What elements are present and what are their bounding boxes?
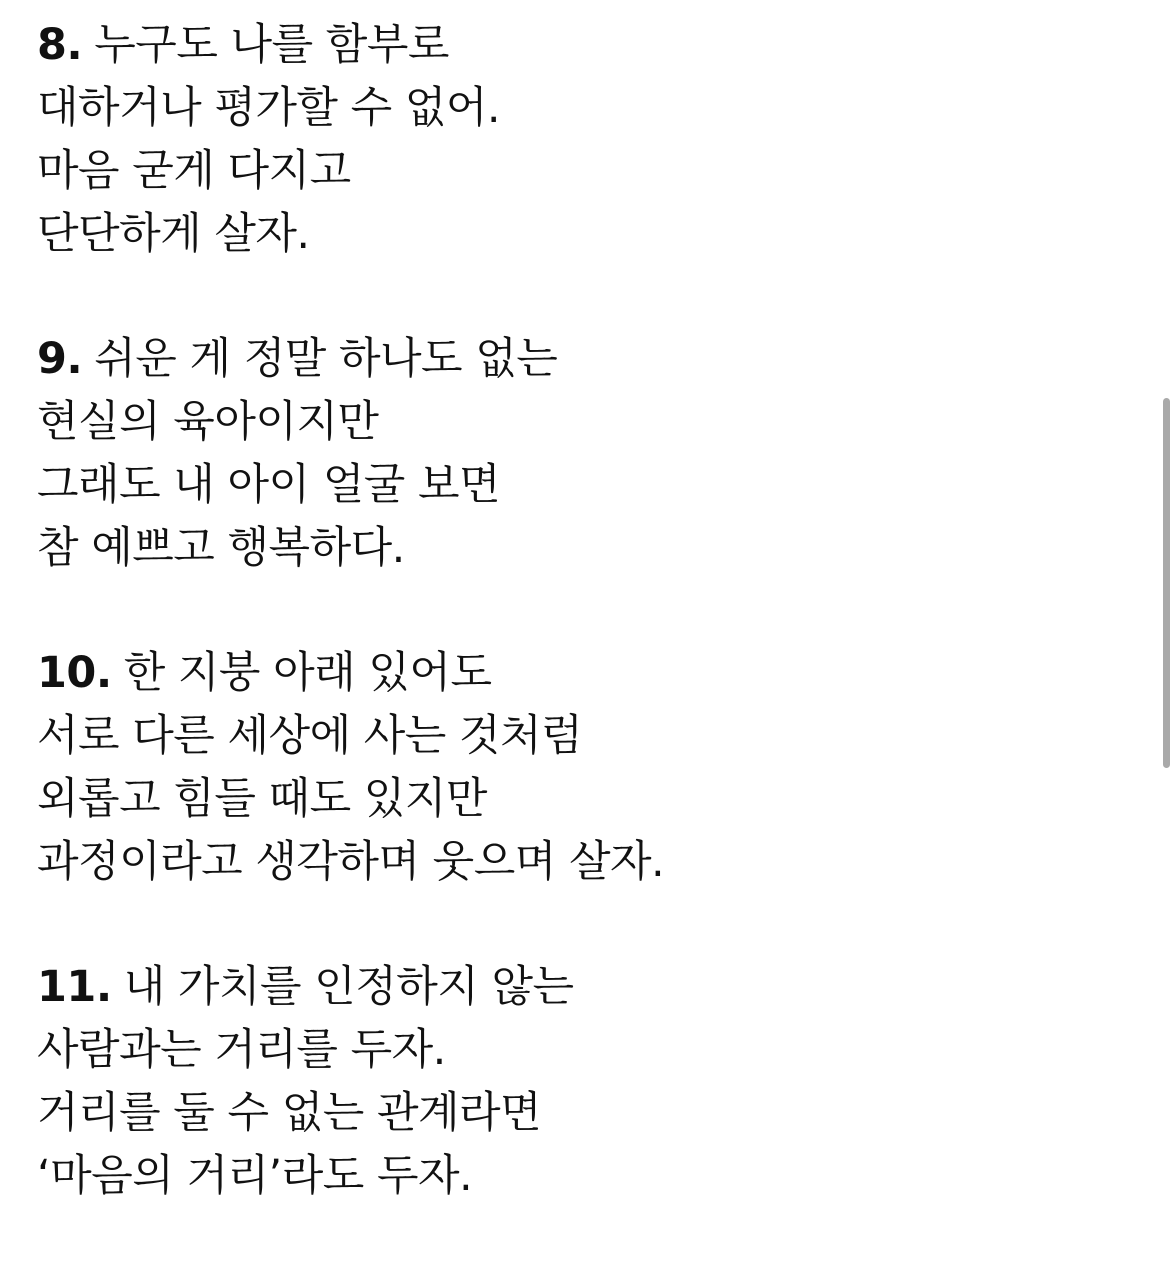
section-9	[37, 328, 1127, 580]
vertical-scrollbar[interactable]	[1163, 398, 1170, 768]
section-number: 11.	[37, 962, 112, 1012]
section-line: 단단하게 살자.	[37, 209, 310, 259]
section-line	[37, 642, 1127, 705]
section-number: 9.	[37, 334, 83, 384]
section-line: 대하거나 평가할 수 없어.	[37, 83, 501, 133]
section-line: 사람과는 거리를 두자.	[37, 1025, 446, 1075]
section-line: 거리를 둘 수 없는 관계라면	[37, 1088, 542, 1138]
section-text: 누구도 나를 함부로	[94, 20, 449, 70]
section-11	[37, 956, 1127, 1208]
section-text: 한 지붕 아래 있어도	[123, 648, 492, 698]
section-line	[37, 14, 1127, 77]
section-8	[37, 14, 1127, 266]
section-line: 외롭고 힘들 때도 있지만	[37, 774, 487, 824]
section-line: 그래도 내 아이 얼굴 보면	[37, 460, 501, 510]
section-line: 마음 굳게 다지고	[37, 146, 351, 196]
section-line: 참 예쁘고 행복하다.	[37, 523, 405, 573]
section-line: 현실의 육아이지만	[37, 397, 379, 447]
section-line: 서로 다른 세상에 사는 것처럼	[37, 711, 583, 761]
section-10	[37, 642, 1127, 894]
section-text: 쉬운 게 정말 하나도 없는	[94, 334, 558, 384]
section-number: 10.	[37, 648, 112, 698]
section-number: 8.	[37, 20, 83, 70]
section-line: ‘마음의 거리’라도 두자.	[37, 1151, 473, 1201]
section-text: 내 가치를 인정하지 않는	[123, 962, 574, 1012]
section-line	[37, 328, 1127, 391]
section-line	[37, 956, 1127, 1019]
text-document	[37, 14, 1127, 1270]
section-line: 과정이라고 생각하며 웃으며 살자.	[37, 837, 665, 887]
